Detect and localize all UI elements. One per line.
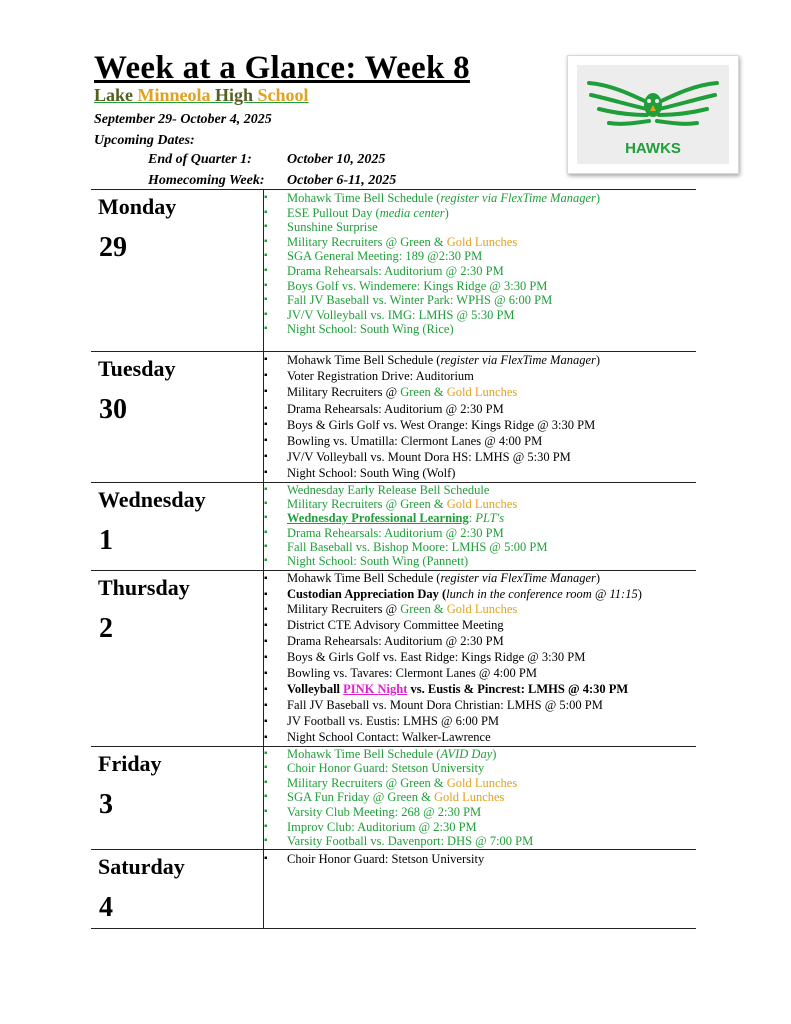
date-range: September 29- October 4, 2025 xyxy=(94,112,272,127)
day-row-wednesday xyxy=(91,482,696,570)
list-item: ▪ Mohawk Time Bell Schedule (register via FlexTime Manager) xyxy=(264,352,696,368)
day-number: 4 xyxy=(99,891,113,923)
day-row-friday xyxy=(91,746,696,849)
list-item: ▪ Fall JV Baseball vs. Mount Dora Christian: LMHS @ 5:00 PM xyxy=(264,698,696,714)
list-item: ▪ Military Recruiters @ Green & Gold Lunches xyxy=(264,235,696,250)
list-item: ▪ Mohawk Time Bell Schedule (register via FlexTime Manager) xyxy=(264,571,696,587)
day-row-thursday xyxy=(91,570,696,746)
list-item: ▪ Mohawk Time Bell Schedule (AVID Day) xyxy=(264,747,696,762)
list-item: ▪ Boys & Girls Golf vs. East Ridge: Kings Ridge @ 3:30 PM xyxy=(264,650,696,666)
list-item: ▪ Fall JV Baseball vs. Winter Park: WPHS @ 6:00 PM xyxy=(264,293,696,308)
list-item: ▪ Choir Honor Guard: Stetson University xyxy=(264,851,696,867)
list-item: ▪ Military Recruiters @ Green & Gold Lunches xyxy=(264,497,696,511)
week-schedule-table xyxy=(91,189,696,929)
list-item: ▪ Varsity Football vs. Davenport: DHS @ 7:00 PM xyxy=(264,834,696,849)
day-number: 2 xyxy=(99,612,113,644)
logo-text: HAWKS xyxy=(625,140,681,157)
day-cell xyxy=(91,352,264,483)
day-cell xyxy=(91,746,264,849)
list-item: ▪ Drama Rehearsals: Auditorium @ 2:30 PM xyxy=(264,634,696,650)
page-title: Week at a Glance: Week 8 xyxy=(94,50,470,86)
day-cell xyxy=(91,190,264,352)
list-item: ▪ Varsity Club Meeting: 268 @ 2:30 PM xyxy=(264,805,696,820)
school-word-3: High xyxy=(215,85,254,105)
list-item: ▪ Fall Baseball vs. Bishop Moore: LMHS @ 5:00 PM xyxy=(264,540,696,554)
events-list xyxy=(264,851,696,867)
school-name xyxy=(94,85,309,106)
events-cell xyxy=(264,746,697,849)
list-item: ▪ Sunshine Surprise xyxy=(264,220,696,235)
list-item: ▪ Military Recruiters @ Green & Gold Lunches xyxy=(264,384,696,400)
list-item: ▪ Drama Rehearsals: Auditorium @ 2:30 PM xyxy=(264,526,696,540)
list-item: ▪ Night School: South Wing (Pannett) xyxy=(264,554,696,568)
list-item: ▪ Military Recruiters @ Green & Gold Lunches xyxy=(264,776,696,791)
list-item: ▪ Mohawk Time Bell Schedule (register via FlexTime Manager) xyxy=(264,191,696,206)
day-name: Tuesday xyxy=(98,356,176,381)
day-row-tuesday xyxy=(91,352,696,483)
list-item: ▪ Night School: South Wing (Rice) xyxy=(264,322,696,337)
events-cell xyxy=(264,352,697,483)
list-item: ▪ Boys Golf vs. Windemere: Kings Ridge @ 3:30 PM xyxy=(264,279,696,294)
list-item: ▪ Improv Club: Auditorium @ 2:30 PM xyxy=(264,820,696,835)
events-list xyxy=(264,747,696,849)
day-row-saturday xyxy=(91,849,696,928)
day-name: Saturday xyxy=(98,853,185,879)
day-name: Thursday xyxy=(98,574,190,600)
list-item: ▪ Wednesday Early Release Bell Schedule xyxy=(264,483,696,497)
list-item: ▪ Military Recruiters @ Green & Gold Lunches xyxy=(264,602,696,618)
day-cell xyxy=(91,482,264,570)
day-name: Wednesday xyxy=(98,486,206,512)
day-row-monday xyxy=(91,190,696,352)
school-word-2: Minneola xyxy=(137,85,211,105)
list-item: ▪ Boys & Girls Golf vs. West Orange: Kings Ridge @ 3:30 PM xyxy=(264,417,696,433)
list-item: ▪ Night School: South Wing (Wolf) xyxy=(264,465,696,481)
day-name: Monday xyxy=(98,194,177,219)
list-item: ▪ Bowling vs. Tavares: Clermont Lanes @ 4:00 PM xyxy=(264,666,696,682)
quarter-date: October 10, 2025 xyxy=(287,152,386,167)
school-word-4: School xyxy=(257,85,309,105)
list-item: ▪ JV/V Volleyball vs. Mount Dora HS: LMHS @ 5:30 PM xyxy=(264,449,696,465)
list-item: ▪ Drama Rehearsals: Auditorium @ 2:30 PM xyxy=(264,401,696,417)
hawks-logo xyxy=(567,55,739,174)
list-item: ▪ Volleyball PINK Night vs. Eustis & Pincrest: LMHS @ 4:30 PM xyxy=(264,682,696,698)
events-list xyxy=(264,483,696,569)
list-item: ▪ Night School Contact: Walker-Lawrence xyxy=(264,730,696,746)
events-list xyxy=(264,352,696,482)
list-item: ▪ ESE Pullout Day (media center) xyxy=(264,206,696,221)
day-number: 1 xyxy=(99,524,113,556)
day-number: 3 xyxy=(99,788,113,820)
list-item: ▪ Drama Rehearsals: Auditorium @ 2:30 PM xyxy=(264,264,696,279)
events-cell xyxy=(264,190,697,352)
day-number: 30 xyxy=(99,394,127,425)
list-item: ▪ JV Football vs. Eustis: LMHS @ 6:00 PM xyxy=(264,714,696,730)
day-number: 29 xyxy=(99,232,127,263)
day-cell xyxy=(91,570,264,746)
list-item: ▪ Custodian Appreciation Day (lunch in the conference room @ 11:15) xyxy=(264,587,696,603)
events-list xyxy=(264,191,696,337)
list-item: ▪ Choir Honor Guard: Stetson University xyxy=(264,761,696,776)
list-item: ▪ District CTE Advisory Committee Meeting xyxy=(264,618,696,634)
day-name: Friday xyxy=(98,750,162,776)
upcoming-label: Upcoming Dates: xyxy=(94,133,195,148)
events-cell xyxy=(264,482,697,570)
homecoming-date: October 6-11, 2025 xyxy=(287,173,397,188)
list-item: ▪ Bowling vs. Umatilla: Clermont Lanes @ 4:00 PM xyxy=(264,433,696,449)
school-word-1: Lake xyxy=(94,85,134,105)
list-item: ▪ SGA Fun Friday @ Green & Gold Lunches xyxy=(264,790,696,805)
day-cell xyxy=(91,849,264,928)
events-cell xyxy=(264,849,697,928)
homecoming-label: Homecoming Week: xyxy=(148,173,265,188)
hawk-logo-icon xyxy=(577,65,729,164)
quarter-label: End of Quarter 1: xyxy=(148,152,252,167)
events-list xyxy=(264,571,696,746)
list-item: ▪ Wednesday Professional Learning: PLT's xyxy=(264,511,696,525)
list-item: ▪ Voter Registration Drive: Auditorium xyxy=(264,368,696,384)
list-item: ▪ SGA General Meeting: 189 @2:30 PM xyxy=(264,249,696,264)
list-item: ▪ JV/V Volleyball vs. IMG: LMHS @ 5:30 PM xyxy=(264,308,696,323)
events-cell xyxy=(264,570,697,746)
